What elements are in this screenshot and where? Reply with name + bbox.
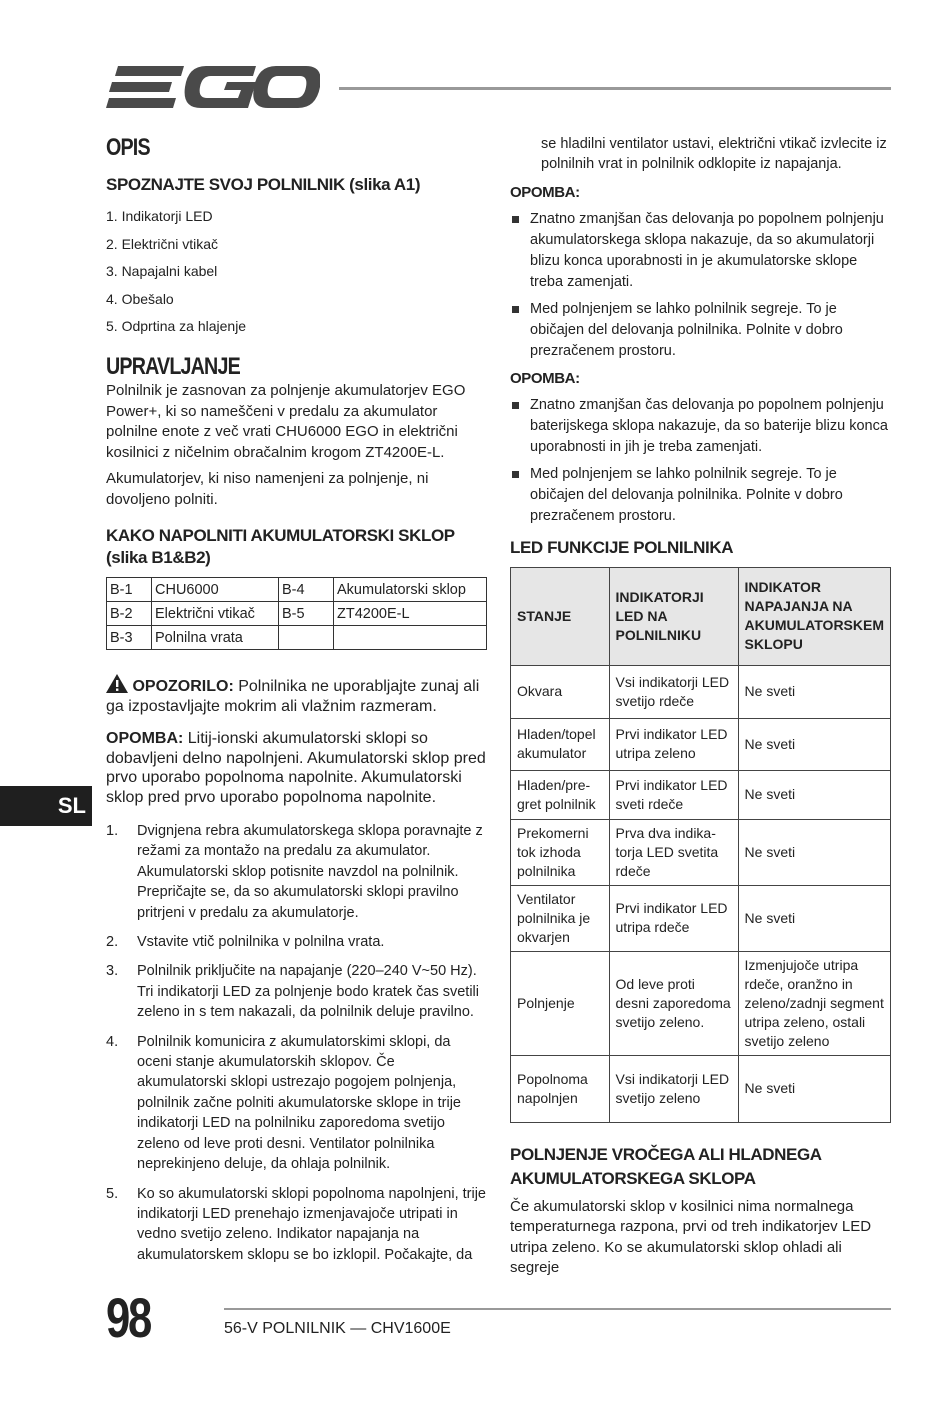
table-cell: B-4 (279, 578, 334, 602)
table-row (511, 770, 891, 819)
table-cell: CHU6000 (152, 578, 279, 602)
table-row (511, 718, 891, 770)
page-number: 98 (106, 1286, 150, 1349)
table-row (511, 1055, 891, 1122)
upravljanje-title: UPRAVLJANJE (106, 353, 240, 380)
steps-list (106, 821, 488, 1265)
list-item (106, 821, 488, 923)
warning-icon (106, 674, 128, 693)
opis-title: OPIS (106, 134, 150, 161)
parts-table (106, 577, 487, 650)
list-item: 3. Napajalni kabel (106, 263, 218, 279)
upravljanje-para1: Polnilnik je zasnovan za polnjenje akumulatorjev EGO Power+, ki so nameščeni v predalu za akumulator polnilne enote z več vrati CHU6000 EGO in električni kosilnici z ničelnim obračalnim krogom ZT4200E-L. (106, 382, 466, 461)
step-text: Polnilnik priključite na napajanje (220–240 V~50 Hz). Tri indikatorji LED za polnjenje bodo kratek čas svetili zeleno in s tem nakazali, da polnilnik deluje pravilno. (137, 963, 479, 1021)
list-item: 2. Električni vtikač (106, 235, 219, 252)
table-cell (279, 626, 334, 650)
table-cell: B-2 (107, 602, 152, 626)
table-cell: Električni vtikač (152, 602, 279, 626)
step-text: Polnilnik komunicira z akumulatorskimi sklopi, da oceni stanje akumulatorskih sklopov. Če akumulatorski sklopi ustrezajo pogojem polnjenja, polnilnik začne polniti akumulatorske sklope in trije indikatorji LED na polnilniku zaporedoma svetijo zeleno od leve proti desni. Ventilator polnilnika neprekinjeno deluje, da ohlaja polnilnik. (137, 1033, 461, 1173)
table-row (107, 602, 487, 626)
bullet-icon (512, 471, 519, 478)
warning-label: OPOZORILO: (132, 678, 234, 695)
right-column (510, 134, 891, 1279)
table-cell: Ne sveti (738, 885, 890, 951)
step-text: Dvignjena rebra akumulatorskega sklopa poravnajte z režami za montažo na predalu za akumulator. Akumulatorski sklop potisnite navzdol na polnilnik. Prepričajte se, da so akumulatorski sklopi pravilno pritrjeni v predalu za akumulatorje. (137, 823, 483, 921)
table-cell: Prvi indikator LED utripa rdeče (609, 885, 738, 951)
table-cell: B-5 (279, 602, 334, 626)
opis-subtitle: SPOZNAJTE SVOJ POLNILNIK (slika A1) (106, 175, 421, 194)
led-title: LED FUNKCIJE POLNILNIKA (510, 537, 734, 557)
table-cell: Ne sveti (738, 1055, 890, 1122)
table-cell: B-1 (107, 578, 152, 602)
footer-rule (224, 1308, 891, 1310)
table-cell: Hladen/topel akumulator (511, 718, 610, 770)
list-item (106, 961, 488, 1022)
note-body: Litij-ionski akumulatorski sklopi so dobavljeni delno napolnjeni. Akumulatorski sklop pred prvo uporabo popolnoma napolnite. Akumulatorski sklop pred prvo uporabo popolnoma napolnite. (106, 730, 486, 806)
note2-list (510, 395, 891, 527)
table-cell: Hladen/pre-gret polnilnik (511, 770, 610, 819)
bullet-text: Znatno zmanjšan čas delovanja po popolnem polnjenju baterijskega sklopa nakazuje, da so baterije blizu konca uporabnosti in jih je treba zamenjati. (530, 396, 888, 455)
language-tab (0, 786, 92, 826)
ego-logo (106, 62, 320, 112)
parts-list (106, 207, 488, 335)
step-number: 1. (106, 823, 119, 839)
table-row (511, 885, 891, 951)
table-cell (334, 626, 487, 650)
table-cell: Vsi indikatorji LED svetijo rdeče (609, 665, 738, 718)
table-cell: Izmenjujoče utripa rdeče, oranžno in zeleno/zadnji segment utripa zeleno, ostali svetijo zeleno (738, 951, 890, 1055)
table-cell: Okvara (511, 665, 610, 718)
table-cell: Prekomerni tok izhoda polnilnika (511, 819, 610, 885)
continuation-text: se hladilni ventilator ustavi, električni vtikač izvlecite iz polnilnih vrat in polnilnik odklopite iz napajanja. (541, 136, 887, 173)
left-column (106, 134, 488, 1274)
table-header-row (511, 567, 891, 665)
hot-title: POLNJENJE VROČEGA ALI HLADNEGA AKUMULATORSKEGA SKLOPA (510, 1144, 822, 1188)
table-header: INDIKATOR NAPAJANJA NA AKUMULATORSKEM SKLOPU (738, 567, 890, 665)
bullet-icon (512, 402, 519, 409)
list-item: 4. Obešalo (106, 290, 174, 307)
table-cell: Ne sveti (738, 819, 890, 885)
table-header: INDIKATORJI LED NA POLNILNIKU (609, 567, 738, 665)
led-table (510, 567, 891, 1123)
footer-text: 56-V POLNILNIK — CHV1600E (224, 1320, 451, 1337)
step-text: Ko so akumulatorski sklopi popolnoma napolnjeni, trije indikatorji LED prenehajo izmenjavajoče utripati in vedno svetijo zeleno. Indikator napajanja na akumulatorskem sklopu se bo izklopil. Počakajte, da (137, 1185, 486, 1263)
list-item (106, 932, 488, 952)
list-item (510, 464, 891, 527)
table-cell: Prvi indikator LED utripa zeleno (609, 718, 738, 770)
table-header: STANJE (511, 567, 610, 665)
note1-label: OPOMBA: (510, 183, 580, 201)
step-number: 2. (106, 934, 119, 951)
list-item (510, 209, 891, 293)
table-cell: Polnilna vrata (152, 626, 279, 650)
bullet-text: Med polnjenjem se lahko polnilnik segreje. To je običajen del delovanja polnilnika. Polnite v dobro prezračenem prostoru. (530, 465, 843, 524)
table-row (511, 819, 891, 885)
list-item (510, 299, 891, 362)
note2-label: OPOMBA: (510, 369, 580, 387)
table-row (107, 626, 487, 650)
table-cell: Od leve proti desni zaporedoma svetijo zeleno. (609, 951, 738, 1055)
table-cell: Akumulatorski sklop (334, 578, 487, 602)
header-rule (339, 87, 891, 90)
bullet-text: Znatno zmanjšan čas delovanja po popolnem polnjenju akumulatorskega sklopa nakazuje, da so akumulatorji blizu konca uporabnosti in je akumulatorske sklope treba zamenjati. (530, 210, 884, 290)
warning-body: Polnilnika ne uporabljajte zunaj ali ga izpostavljajte mokrim ali vlažnim razmeram. (106, 678, 480, 715)
hot-text: Če akumulatorski sklop v kosilnici nima normalnega temperaturnega razpona, prvi od treh indikatorjev LED utripa zeleno. Ko se akumulatorski sklop ohladi ali segreje (510, 1197, 872, 1277)
table-cell: Popolnoma napolnjen (511, 1055, 610, 1122)
table-cell: Ventilator polnilnika je okvarjen (511, 885, 610, 951)
table-row (511, 665, 891, 718)
step-text: Vstavite vtič polnilnika v polnilna vrata. (137, 934, 385, 951)
table-cell: Ne sveti (738, 770, 890, 819)
list-item: 5. Odprtina za hlajenje (106, 318, 247, 334)
warning-text (106, 674, 488, 717)
step-number: 3. (106, 963, 119, 980)
table-row (511, 951, 891, 1055)
language-tab-label: SL (57, 793, 86, 818)
table-cell: Vsi indikatorji LED svetijo zeleno (609, 1055, 738, 1122)
list-item (106, 1032, 488, 1175)
table-cell: Polnjenje (511, 951, 610, 1055)
note1-list (510, 209, 891, 362)
note-text (106, 729, 488, 807)
bullet-icon (512, 216, 519, 223)
note-label: OPOMBA: (106, 730, 184, 747)
list-item (510, 395, 891, 458)
upravljanje-para2: Akumulatorjev, ki niso namenjeni za polnjenje, ni dovoljeno polniti. (106, 470, 429, 508)
table-cell: Ne sveti (738, 665, 890, 718)
table-cell: ZT4200E-L (334, 602, 487, 626)
step-number: 4. (106, 1033, 119, 1050)
bullet-icon (512, 306, 519, 313)
table-cell: Prvi indikator LED sveti rdeče (609, 770, 738, 819)
list-item: 1. Indikatorji LED (106, 208, 213, 224)
bullet-text: Med polnjenjem se lahko polnilnik segreje. To je običajen del delovanja polnilnika. Polnite v dobro prezračenem prostoru. (530, 300, 843, 359)
table-row (107, 578, 487, 602)
table-cell: Prva dva indika-torja LED svetita rdeče (609, 819, 738, 885)
list-item (106, 1184, 488, 1266)
table-cell: Ne sveti (738, 718, 890, 770)
kako-title: KAKO NAPOLNITI AKUMULATORSKI SKLOP (slika B1&B2) (106, 526, 455, 567)
table-cell: B-3 (107, 626, 152, 650)
step-number: 5. (106, 1185, 119, 1202)
